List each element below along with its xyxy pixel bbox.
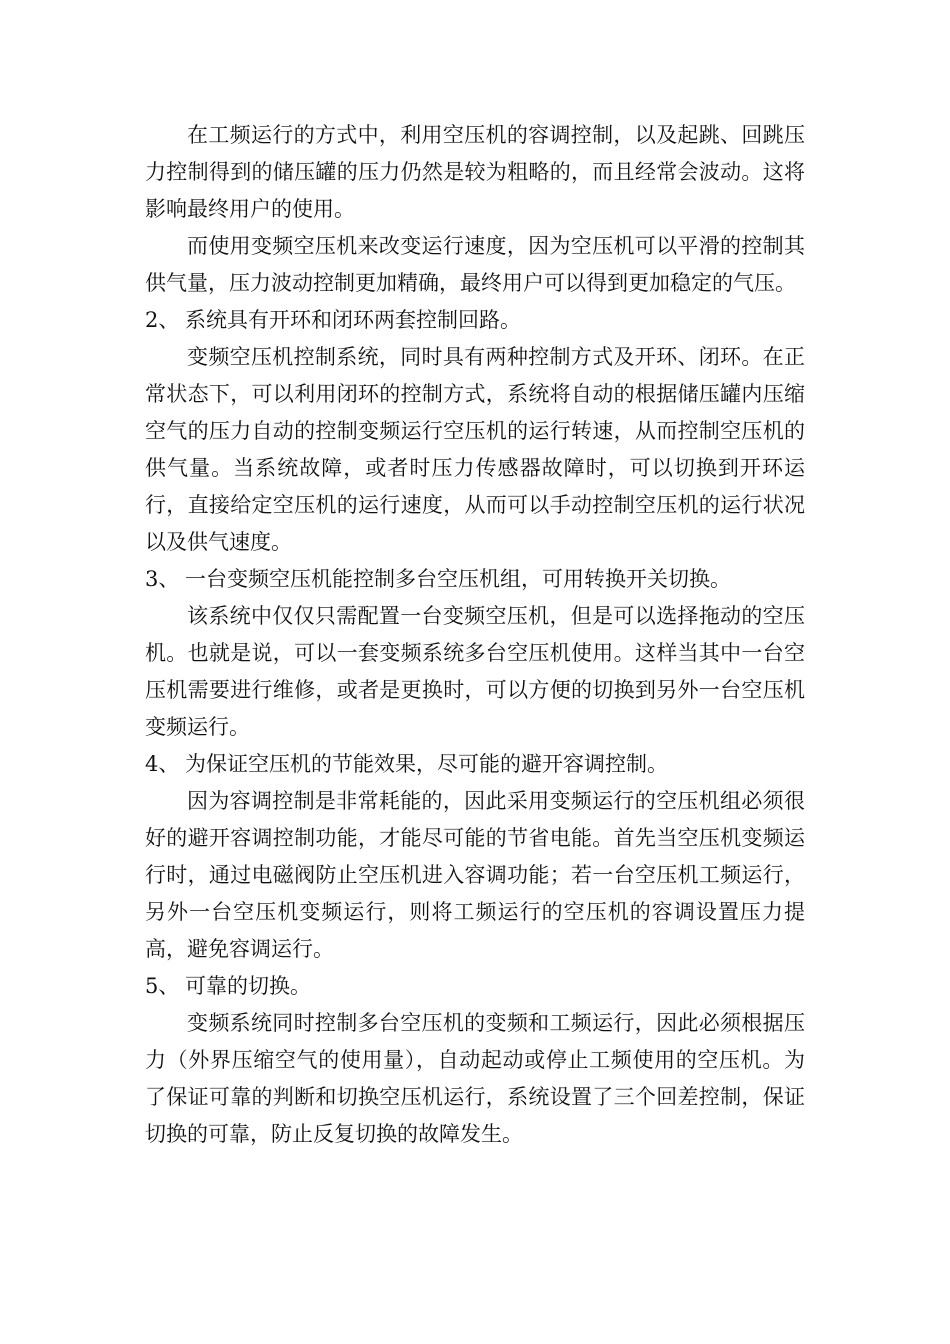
section-heading: [145, 746, 805, 783]
paragraph: 在工频运行的方式中，利用空压机的容调控制，以及起跳、回跳压力控制得到的储压罐的压力仍然是较为粗略的，而且经常会波动。这将影响最终用户的使用。: [145, 123, 805, 221]
section-title: 为保证空压机的节能效果，尽可能的避开容调控制。: [185, 752, 668, 776]
paragraph: 变频空压机控制系统，同时具有两种控制方式及开环、闭环。在正常状态下，可以利用闭环的控制方式，系统将自动的根据储压罐内压缩空气的压力自动的控制变频运行空压机的运行转速，从而控制空压机的供气量。当系统故障，或者时压力传感器故障时，可以切换到开环运行，直接给定空压机的运行速度，从而可以手动控制空压机的运行状况以及供气速度。: [145, 345, 805, 554]
document-body: [145, 117, 805, 1153]
section-title: 可靠的切换。: [185, 974, 311, 998]
section-number: 4、: [145, 752, 180, 776]
section-number: 3、: [145, 567, 180, 591]
section-heading: [145, 561, 805, 598]
section-number: 5、: [145, 974, 180, 998]
section-heading: [145, 968, 805, 1005]
paragraph: 变频系统同时控制多台空压机的变频和工频运行，因此必须根据压力（外界压缩空气的使用量），自动起动或停止工频使用的空压机。为了保证可靠的判断和切换空压机运行，系统设置了三个回差控制，保证切换的可靠，防止反复切换的故障发生。: [145, 1011, 805, 1146]
section-number: 2、: [145, 308, 180, 332]
section-heading: [145, 302, 805, 339]
section-title: 系统具有开环和闭环两套控制回路。: [185, 308, 521, 332]
paragraph: 该系统中仅仅只需配置一台变频空压机，但是可以选择拖动的空压机。也就是说，可以一套变频系统多台空压机使用。这样当其中一台空压机需要进行维修，或者是更换时，可以方便的切换到另外一台空压机变频运行。: [145, 604, 805, 739]
paragraph: 因为容调控制是非常耗能的，因此采用变频运行的空压机组必须很好的避开容调控制功能，才能尽可能的节省电能。首先当空压机变频运行时，通过电磁阀防止空压机进入容调功能；若一台空压机工频运行，另外一台空压机变频运行，则将工频运行的空压机的容调设置压力提高，避免容调运行。: [145, 789, 805, 961]
section-title: 一台变频空压机能控制多台空压机组，可用转换开关切换。: [185, 567, 731, 591]
paragraph: 而使用变频空压机来改变运行速度，因为空压机可以平滑的控制其供气量，压力波动控制更加精确，最终用户可以得到更加稳定的气压。: [145, 234, 805, 295]
